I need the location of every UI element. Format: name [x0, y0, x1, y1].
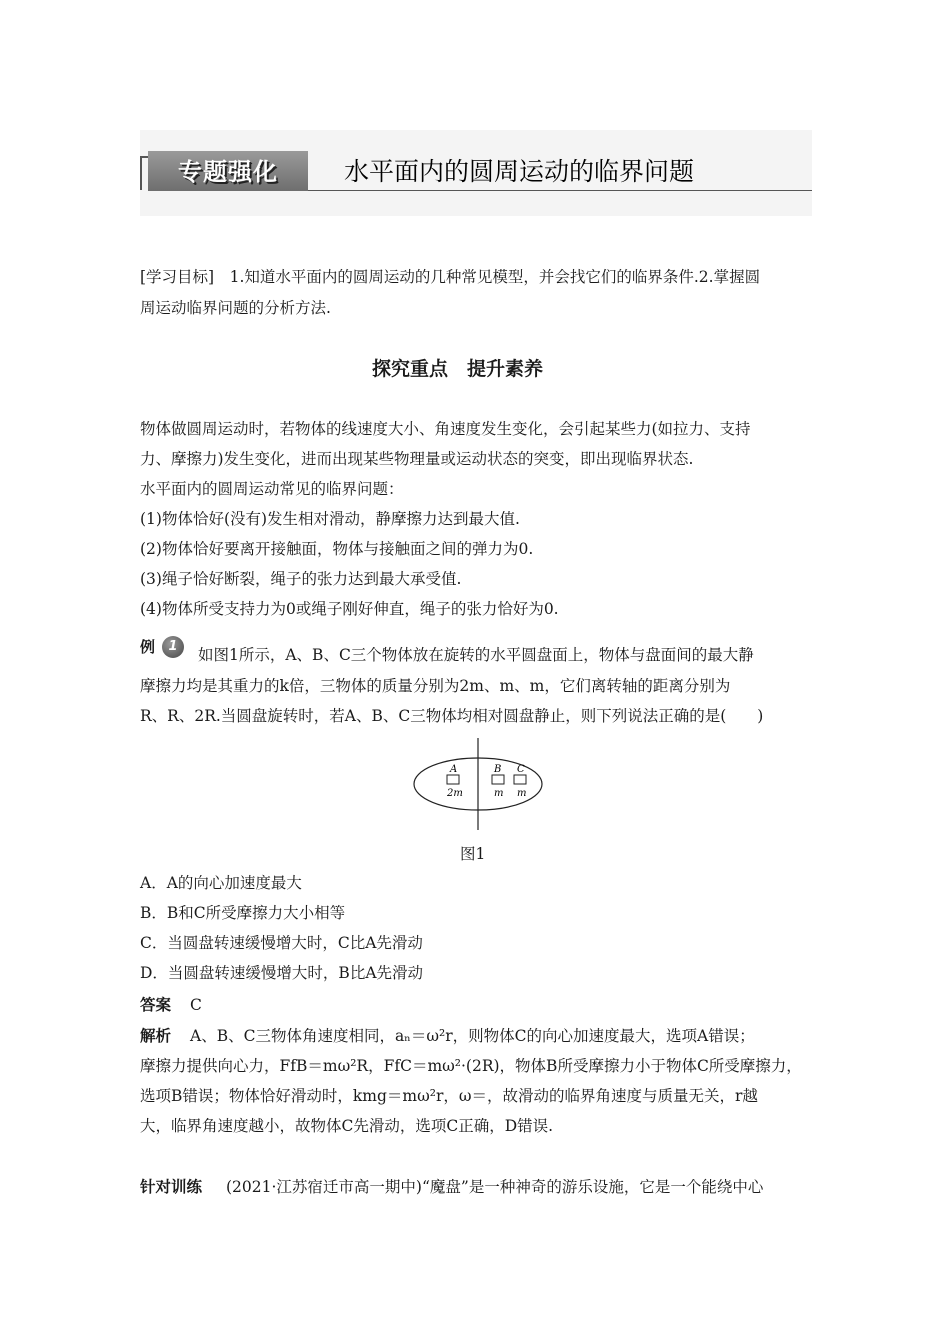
- label-c: C: [517, 764, 525, 775]
- intro-line-2: 力、摩擦力)发生变化，进而出现某些物理量或运动状态的突变，即出现临界状态.: [140, 450, 694, 468]
- mass-a: 2m: [447, 788, 463, 799]
- page-title: 水平面内的圆周运动的临界问题: [344, 157, 695, 186]
- header-tag: 专题强化: [178, 158, 278, 186]
- figure-caption: 图1: [460, 845, 486, 863]
- answer-label: 答案: [140, 996, 172, 1014]
- analysis-label: 解析: [140, 1027, 172, 1045]
- label-a: A: [450, 764, 458, 775]
- option-b: B．B和C所受摩擦力大小相等: [140, 904, 346, 922]
- training-text: (2021·江苏宿迁市高一期中)“魔盘”是一种神奇的游乐设施，它是一个能绕中心: [226, 1178, 764, 1196]
- example-badge-number: 1: [162, 636, 184, 658]
- example-line-2: 摩擦力均是其重力的k倍，三物体的质量分别为2m、m、m，它们离转轴的距离分别为: [140, 677, 731, 695]
- learning-goals-line-1: [学习目标] 1.知道水平面内的圆周运动的几种常见模型，并会找它们的临界条件.2.掌握圆: [140, 268, 761, 286]
- intro-line-1: 物体做圆周运动时，若物体的线速度大小、角速度发生变化，会引起某些力(如拉力、支持: [140, 420, 751, 438]
- intro-item-3: (3)绳子恰好断裂，绳子的张力达到最大承受值.: [140, 570, 462, 588]
- example-badge-label: 例: [140, 638, 156, 656]
- rotating-disc-figure: [400, 738, 550, 830]
- label-b: B: [494, 764, 502, 775]
- analysis-line-2: 摩擦力提供向心力，FfB＝mω²R，FfC＝mω²·(2R)，物体B所受摩擦力小于物体C所受摩擦力，: [140, 1057, 802, 1075]
- intro-line-3: 水平面内的圆周运动常见的临界问题：: [140, 480, 404, 498]
- block-c: [514, 775, 526, 784]
- option-d: D．当圆盘转速缓慢增大时，B比A先滑动: [140, 964, 424, 982]
- section-heading: 探究重点 提升素养: [372, 358, 544, 380]
- title-underline: [308, 190, 812, 191]
- mass-c: m: [517, 788, 527, 799]
- analysis-line-1: A、B、C三物体角速度相同，aₙ＝ω²r，则物体C的向心加速度最大，选项A错误；: [190, 1027, 755, 1045]
- training-label: 针对训练: [140, 1178, 203, 1196]
- block-b: [492, 775, 504, 784]
- option-a: A．A的向心加速度最大: [140, 874, 302, 892]
- analysis-line-4: 大，临界角速度越小，故物体C先滑动，选项C正确，D错误.: [140, 1117, 554, 1135]
- option-c: C．当圆盘转速缓慢增大时，C比A先滑动: [140, 934, 423, 952]
- answer-value: C: [190, 996, 202, 1014]
- intro-item-2: (2)物体恰好要离开接触面，物体与接触面之间的弹力为0.: [140, 540, 534, 558]
- example-line-3: R、R、2R.当圆盘旋转时，若A、B、C三物体均相对圆盘静止，则下列说法正确的是( ): [140, 707, 764, 725]
- intro-item-4: (4)物体所受支持力为0或绳子刚好伸直，绳子的张力恰好为0.: [140, 600, 559, 618]
- mass-b: m: [494, 788, 504, 799]
- analysis-line-3: 选项B错误；物体恰好滑动时，kmg＝mω²r，ω＝，故滑动的临界角速度与质量无关，r越: [140, 1087, 758, 1105]
- learning-goals-line-2: 周运动临界问题的分析方法.: [140, 299, 331, 317]
- example-line-1: 如图1所示，A、B、C三个物体放在旋转的水平圆盘面上，物体与盘面间的最大静: [198, 646, 754, 664]
- intro-item-1: (1)物体恰好(没有)发生相对滑动，静摩擦力达到最大值.: [140, 510, 520, 528]
- block-a: [447, 775, 459, 784]
